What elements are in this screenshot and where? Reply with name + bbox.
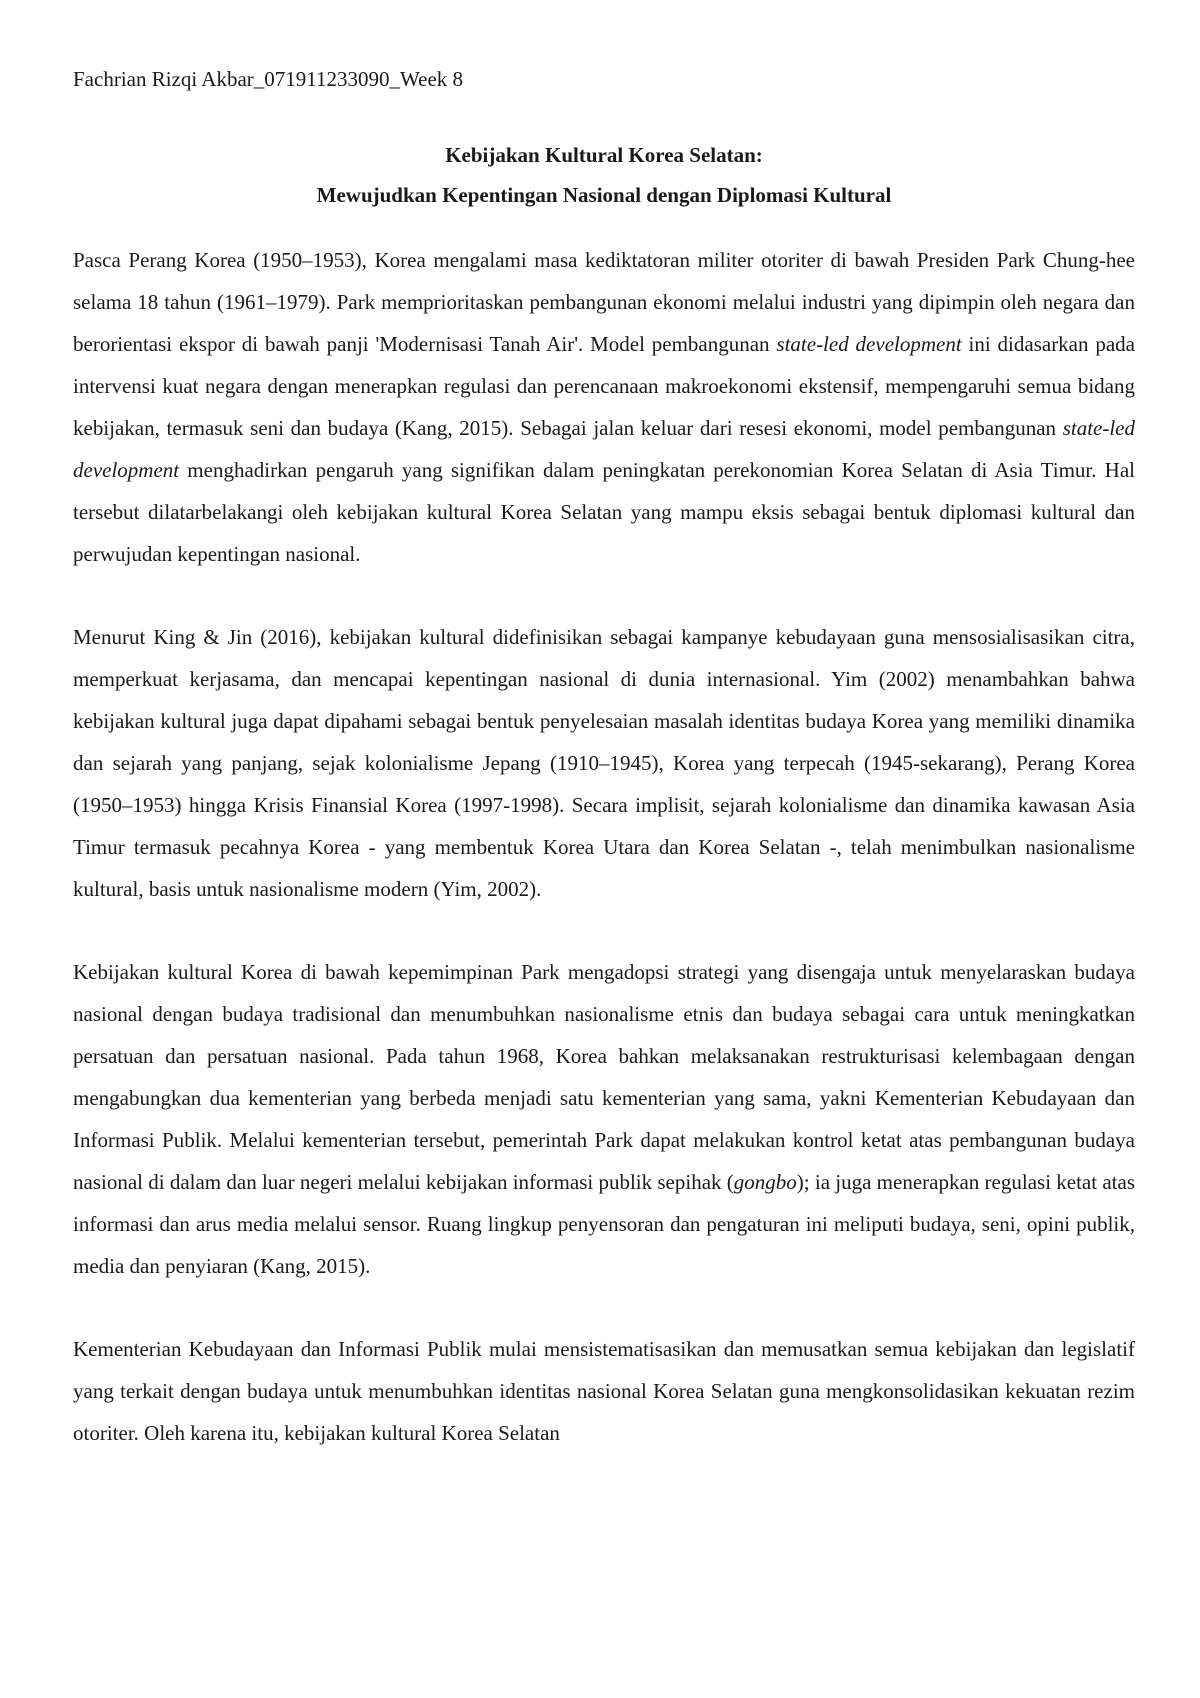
title-line-2: Mewujudkan Kepentingan Nasional dengan Diplomasi Kultural — [316, 183, 892, 207]
paragraph-3 — [73, 951, 1135, 1287]
paragraph-1-text-c: ini didasarkan pada intervensi kuat negara dengan menerapkan regulasi dan perencanaan makroekonomi ekstensif, mempengaruhi semua bidang kebijakan, termasuk seni dan budaya (Kang, 2015). Sebagai jalan keluar dari resesi ekonomi, model pembangunan — [73, 332, 1135, 440]
paragraph-3-italic-term: gongbo — [733, 1170, 797, 1194]
paragraph-1-text-e: menghadirkan pengaruh yang signifikan dalam peningkatan perekonomian Korea Selatan di Asia Timur. Hal tersebut dilatarbelakangi oleh kebijakan kultural Korea Selatan yang mampu eksis sebagai bentuk diplomasi kultural dan perwujudan kepentingan nasional. — [73, 458, 1135, 566]
author-header: Fachrian Rizqi Akbar_071911233090_Week 8 — [73, 67, 464, 91]
document-page — [73, 66, 1135, 1495]
paragraph-1-italic-term-1: state-led development — [776, 332, 962, 356]
paragraph-1 — [73, 239, 1135, 575]
title-line-1: Kebijakan Kultural Korea Selatan: — [445, 143, 763, 167]
paragraph-4: Kementerian Kebudayaan dan Informasi Publik mulai mensistematisasikan dan memusatkan semua kebijakan dan legislatif yang terkait dengan budaya untuk menumbuhkan identitas nasional Korea Selatan guna mengkonsolidasikan kekuatan rezim otoriter. Oleh karena itu, kebijakan kultural Korea Selatan — [73, 1337, 1135, 1445]
paragraph-1-text-a: Pasca Perang Korea (1950–1953), Korea mengalami masa kediktatoran militer otoriter di bawah Presiden Park Chung-hee selama 18 tahun (1961–1979). Park memprioritaskan pembangunan ekonomi melalui industri yang dipimpin oleh negara dan berorientasi ekspor di bawah panji 'Modernisasi Tanah Air'. Model pembangunan — [73, 248, 1135, 356]
paragraph-3-text-a: Kebijakan kultural Korea di bawah kepemimpinan Park mengadopsi strategi yang disengaja untuk menyelaraskan budaya nasional dengan budaya tradisional dan menumbuhkan nasionalisme etnis dan budaya sebagai cara untuk meningkatkan persatuan dan persatuan nasional. Pada tahun 1968, Korea bahkan melaksanakan restrukturisasi kelembagaan dengan mengabungkan dua kementerian yang berbeda menjadi satu kementerian yang sama, yakni Kementerian Kebudayaan dan Informasi Publik. Melalui kementerian tersebut, pemerintah Park dapat melakukan kontrol ketat atas pembangunan budaya nasional di dalam dan luar negeri melalui kebijakan informasi publik sepihak ( — [73, 960, 1135, 1194]
paragraph-3-text-c: ); ia juga menerapkan regulasi ketat atas informasi dan arus media melalui sensor. Ruang lingkup penyensoran dan pengaturan ini meliputi budaya, seni, opini publik, media dan penyiaran (Kang, 2015). — [73, 1170, 1135, 1278]
paragraph-2: Menurut King & Jin (2016), kebijakan kultural didefinisikan sebagai kampanye kebudayaan guna mensosialisasikan citra, memperkuat kerjasama, dan mencapai kepentingan nasional di dunia internasional. Yim (2002) menambahkan bahwa kebijakan kultural juga dapat dipahami sebagai bentuk penyelesaian masalah identitas budaya Korea yang memiliki dinamika dan sejarah yang panjang, sejak kolonialisme Jepang (1910–1945), Korea yang terpecah (1945-sekarang), Perang Korea (1950–1953) hingga Krisis Finansial Korea (1997-1998). Secara implisit, sejarah kolonialisme dan dinamika kawasan Asia Timur termasuk pecahnya Korea - yang membentuk Korea Utara dan Korea Selatan -, telah menimbulkan nasionalisme kultural, basis untuk nasionalisme modern (Yim, 2002). — [73, 625, 1135, 901]
paragraph-1-italic-term-2: state-led development — [73, 416, 1135, 482]
document-title — [73, 135, 1135, 215]
